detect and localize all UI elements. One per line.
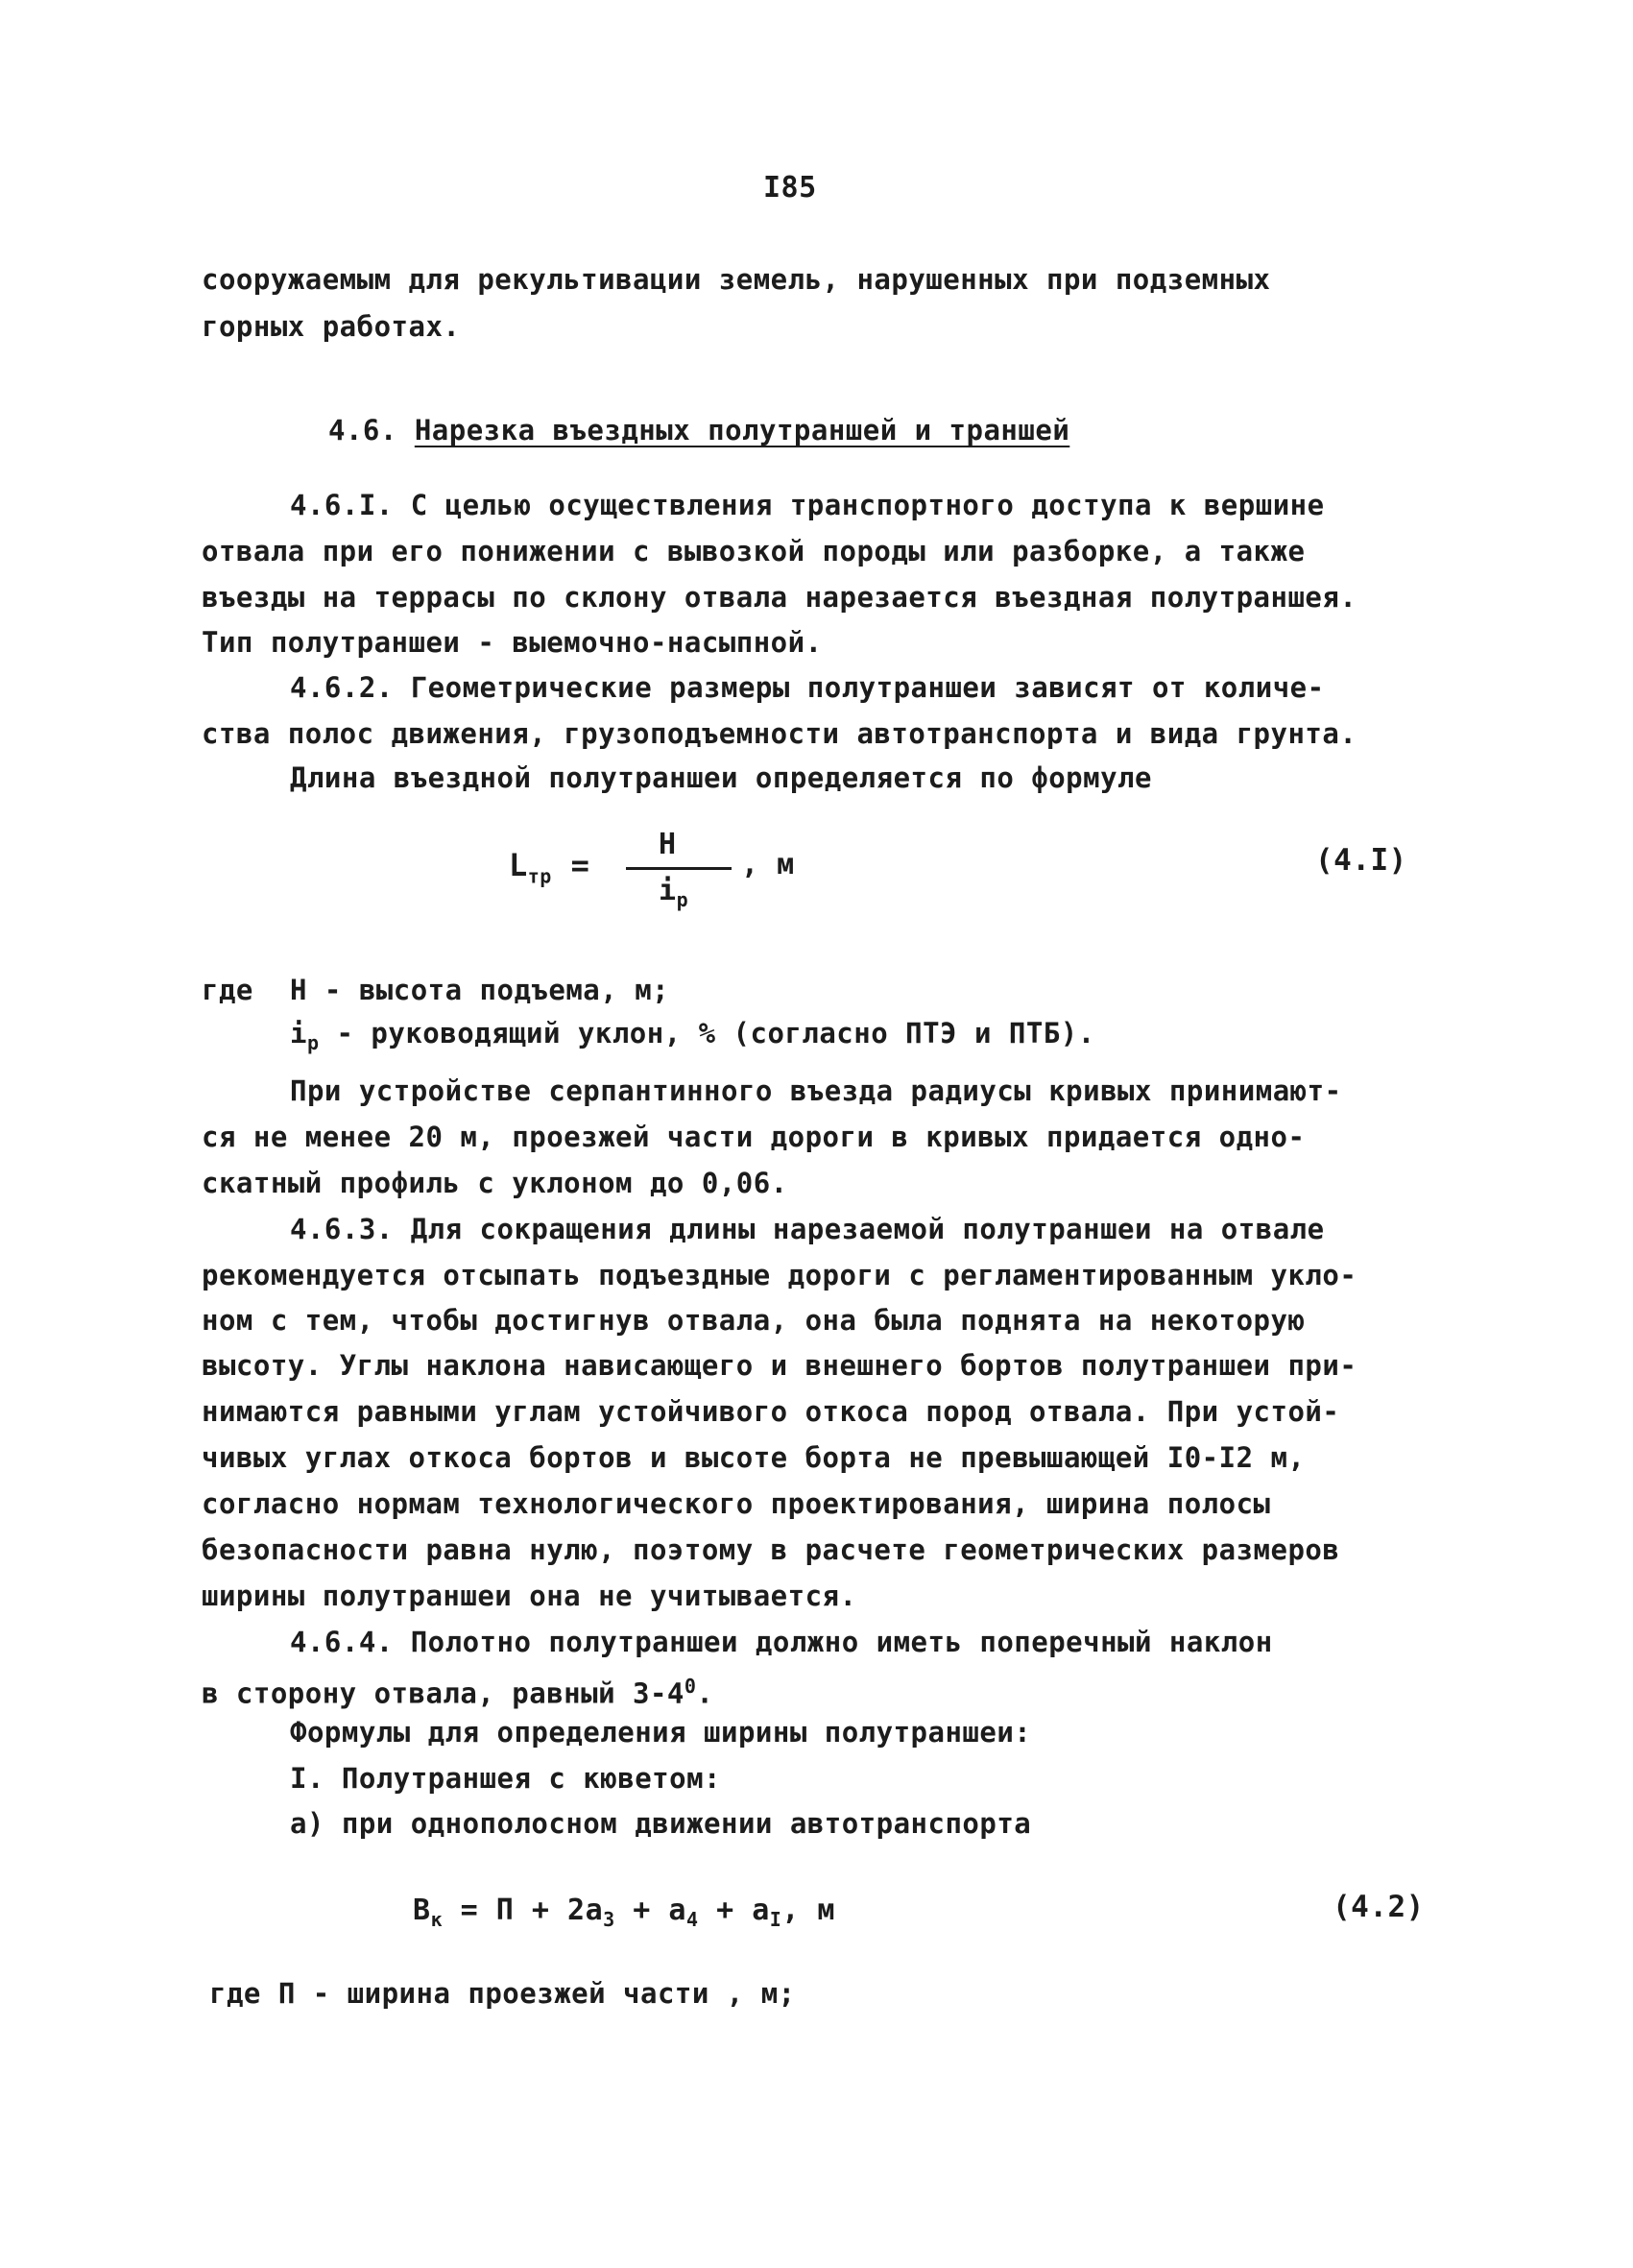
page-number: I85	[763, 171, 817, 205]
p462-line-3: Длина въездной полутраншеи определяется по формуле	[290, 761, 1152, 794]
where2-line: где П - ширина проезжей части , м;	[209, 1977, 796, 2010]
formula1-fraction-bar	[626, 867, 732, 870]
formulas-intro: Формулы для определения ширины полутраншеи:	[290, 1716, 1032, 1749]
p464-line-1: 4.6.4. Полотно полутраншеи должно иметь поперечный наклон	[290, 1626, 1273, 1658]
p463-line-2: рекомендуется отсыпать подъездные дороги с регламентированным укло-	[202, 1259, 1357, 1291]
formula1-denominator: $i_р$	[659, 874, 689, 911]
pserp-line-1: При устройстве серпантинного въезда радиусы кривых принимают-	[290, 1074, 1342, 1107]
p461-line-4: Тип полутраншеи - выемочно-насыпной.	[202, 626, 823, 659]
p463-line-4: высоту. Углы наклона нависающего и внешнего бортов полутраншеи при-	[202, 1349, 1357, 1382]
p462-line-1: 4.6.2. Геометрические размеры полутраншеи зависят от количе-	[290, 671, 1325, 704]
formula1-lhs: $L_{тр}$ =	[509, 847, 590, 888]
section-title: Нарезка въездных полутраншей и траншей	[414, 414, 1070, 446]
pserp-line-3: скатный профиль с уклоном до 0,06.	[202, 1167, 788, 1199]
pserp-line-2: ся не менее 20 м, проезжей части дороги в кривых придается одно-	[202, 1121, 1306, 1153]
p463-line-8: безопасности равна нулю, поэтому в расчете геометрических размеров	[202, 1533, 1340, 1566]
p463-line-3: ном с тем, чтобы достигнув отвала, она была поднята на некоторую	[202, 1304, 1306, 1337]
p461-line-1: 4.6.I. С целью осуществления транспортного доступа к вершине	[290, 489, 1325, 521]
where1-line-1: H - высота подъема, м;	[290, 974, 670, 1006]
intro-line-1: сооружаемым для рекультивации земель, нарушенных при подземных	[202, 263, 1271, 296]
p463-line-7: согласно нормам технологического проектирования, ширина полосы	[202, 1487, 1271, 1520]
p461-line-3: въезды на террасы по склону отвала нарезается въездная полутраншея.	[202, 581, 1357, 614]
p463-line-6: чивых углах откоса бортов и высоте борта не превышающей I0-I2 м,	[202, 1441, 1306, 1474]
item-1: I. Полутраншея с кюветом:	[290, 1762, 721, 1795]
item-1a: а) при однополосном движении автотранспорта	[290, 1807, 1032, 1840]
formula1-unit: , м	[741, 848, 795, 881]
p464-line-2: в сторону отвала, равный $3-4^0$.	[202, 1675, 714, 1710]
where1-word: где	[202, 974, 253, 1006]
section-number: 4.6.	[328, 414, 397, 446]
where1-line-2: $i_р$ - руководящий уклон, % (согласно ПТЭ и ПТБ).	[290, 1017, 1095, 1054]
section-heading	[328, 413, 1069, 447]
p461-line-2: отвала при его понижении с вывозкой породы или разборке, а также	[202, 535, 1306, 567]
intro-line-2: горных работах.	[202, 310, 461, 343]
formula1-numerator: H	[659, 828, 677, 861]
p463-line-5: нимаются равными углам устойчивого откоса пород отвала. При устой-	[202, 1395, 1340, 1428]
p463-line-9: ширины полутраншеи она не учитывается.	[202, 1580, 857, 1612]
formula1-number: (4.I)	[1315, 843, 1407, 878]
formula-4-2: $B_к = П + 2а_3 + а_4 + а_I$, м	[413, 1894, 835, 1931]
p462-line-2: ства полос движения, грузоподъемности автотранспорта и вида грунта.	[202, 717, 1357, 750]
p463-line-1: 4.6.3. Для сокращения длины нарезаемой полутраншеи на отвале	[290, 1213, 1325, 1245]
formula2-number: (4.2)	[1333, 1890, 1425, 1924]
